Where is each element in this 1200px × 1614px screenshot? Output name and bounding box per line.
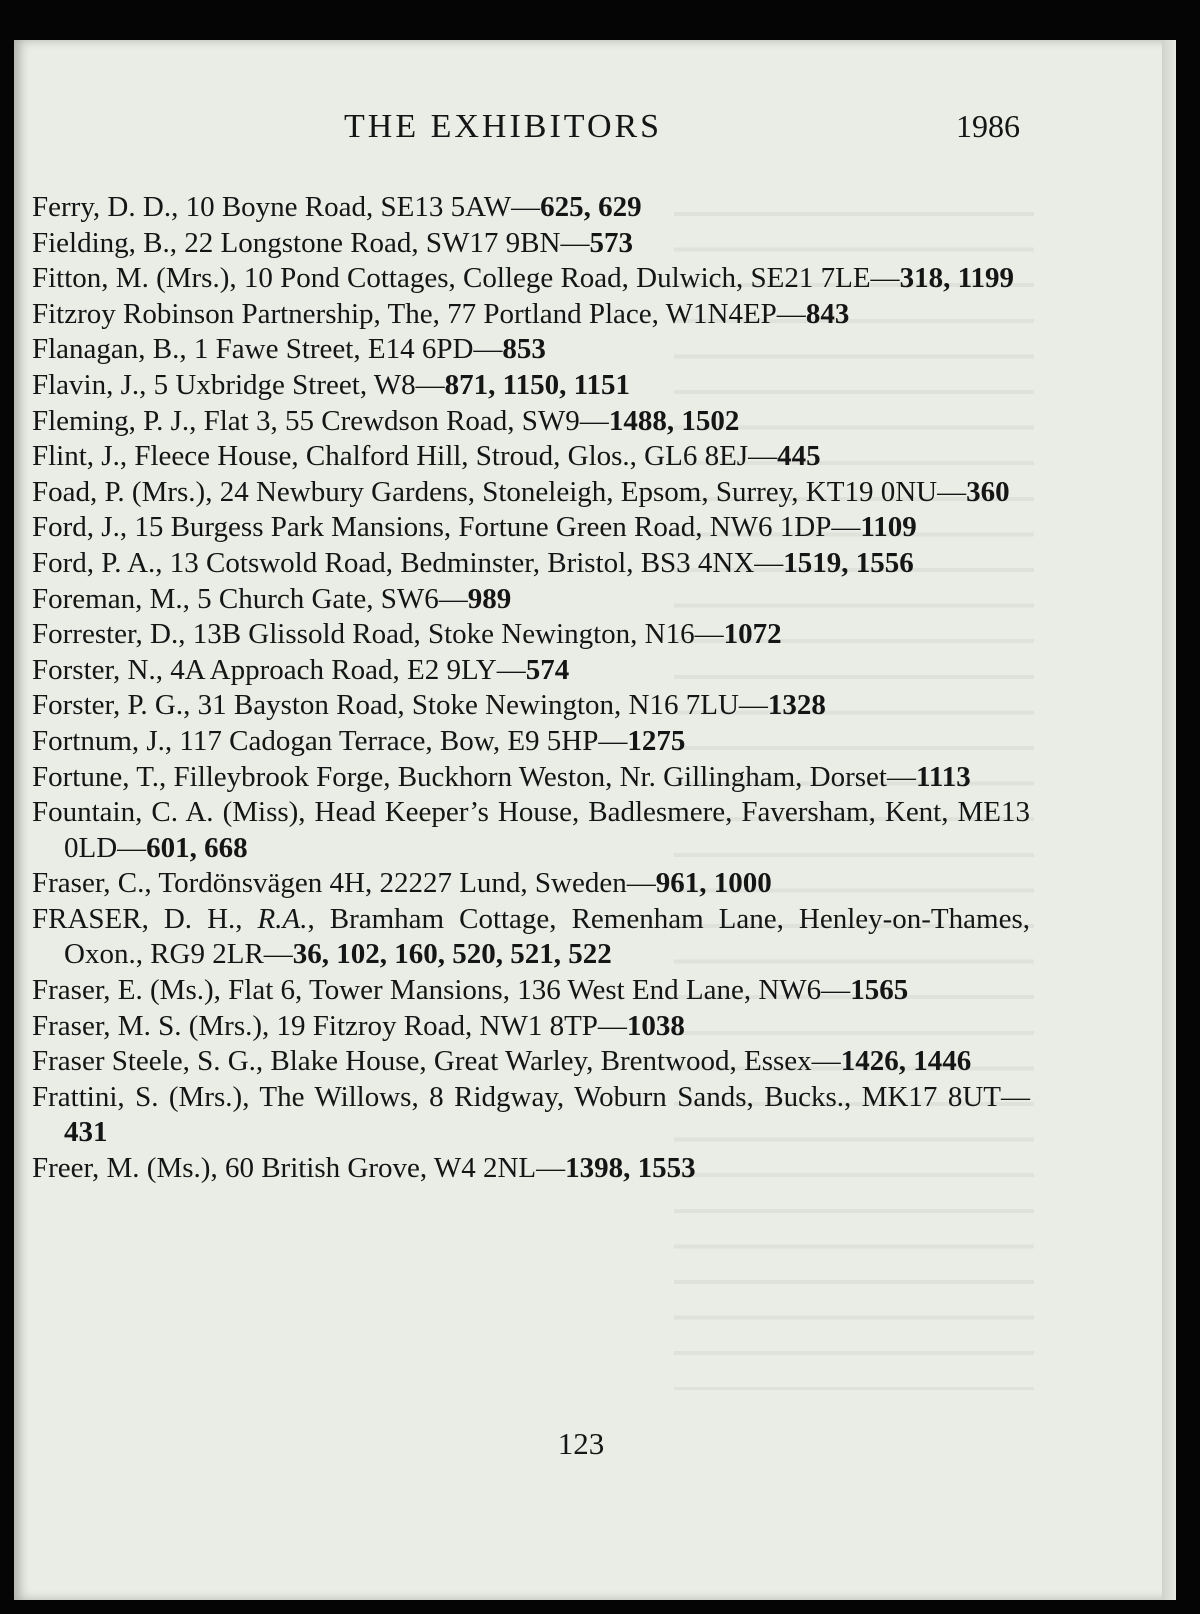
exhibitor-entry: Foad, P. (Mrs.), 24 Newbury Gardens, Stoneleigh, Epsom, Surrey, KT19 0NU—360: [32, 475, 1010, 508]
exhibitor-entry: Fortnum, J., 117 Cadogan Terrace, Bow, E9 5HP—1275: [32, 724, 686, 757]
exhibitor-entry: Forster, P. G., 31 Bayston Road, Stoke Newington, N16 7LU—1328: [32, 689, 826, 722]
exhibitor-entry: Flint, J., Fleece House, Chalford Hill, Stroud, Glos., GL6 8EJ—445: [32, 440, 821, 473]
exhibitor-entry: Forster, N., 4A Approach Road, E2 9LY—574: [32, 653, 570, 686]
page-edge: [1162, 40, 1176, 1600]
exhibitor-entry: Fitton, M. (Mrs.), 10 Pond Cottages, College Road, Dulwich, SE21 7LE—318, 1199: [32, 262, 1014, 295]
exhibitor-entry: Fraser Steele, S. G., Blake House, Great Warley, Brentwood, Essex—1426, 1446: [32, 1045, 972, 1078]
exhibitor-entry: Fraser, M. S. (Mrs.), 19 Fitzroy Road, NW1 8TP—1038: [32, 1009, 685, 1042]
exhibitor-entry: Ford, P. A., 13 Cotswold Road, Bedminster, Bristol, BS3 4NX—1519, 1556: [32, 546, 914, 579]
exhibitor-entry: Flanagan, B., 1 Fawe Street, E14 6PD—853: [32, 333, 546, 366]
exhibitor-entry: Fleming, P. J., Flat 3, 55 Crewdson Road, SW9—1488, 1502: [32, 404, 740, 437]
exhibitor-entry: Foreman, M., 5 Church Gate, SW6—989: [32, 582, 512, 615]
exhibitor-list: [32, 190, 1030, 1187]
exhibitor-entry: Fitzroy Robinson Partnership, The, 77 Portland Place, W1N4EP—843: [32, 297, 850, 330]
exhibitor-entry: Fraser, C., Tordönsvägen 4H, 22227 Lund, Sweden—961, 1000: [32, 867, 772, 900]
exhibitor-entry: FRASER, D. H., R.A., Bramham Cottage, Remenham Lane, Henley-on-Thames, Oxon., RG9 2LR—36, 102, 160, 520, 521, 522: [32, 902, 1030, 971]
exhibitor-entry: Flavin, J., 5 Uxbridge Street, W8—871, 1150, 1151: [32, 368, 630, 401]
exhibitor-entry: Freer, M. (Ms.), 60 British Grove, W4 2NL—1398, 1553: [32, 1152, 696, 1185]
page-number: 123: [557, 1426, 605, 1461]
year: 1986: [956, 108, 1020, 144]
running-title: THE EXHIBITORS: [344, 108, 663, 145]
exhibitor-entry: Fielding, B., 22 Longstone Road, SW17 9BN—573: [32, 226, 633, 259]
running-header: [14, 108, 1176, 148]
exhibitor-entry: Fountain, C. A. (Miss), Head Keeper’s House, Badlesmere, Faversham, Kent, ME13 0LD—601, 668: [32, 796, 1030, 864]
exhibitor-entry: Forrester, D., 13B Glissold Road, Stoke Newington, N16—1072: [32, 618, 782, 651]
exhibitor-entry: Fortune, T., Filleybrook Forge, Buckhorn Weston, Nr. Gillingham, Dorset—1113: [32, 760, 971, 793]
exhibitor-entry: Fraser, E. (Ms.), Flat 6, Tower Mansions, 136 West End Lane, NW6—1565: [32, 974, 909, 1007]
exhibitor-entry: Ferry, D. D., 10 Boyne Road, SE13 5AW—625, 629: [32, 191, 642, 223]
exhibitor-entry: Frattini, S. (Mrs.), The Willows, 8 Ridgway, Woburn Sands, Bucks., MK17 8UT—431: [32, 1080, 1030, 1149]
book-page: [14, 40, 1176, 1600]
exhibitor-entry: Ford, J., 15 Burgess Park Mansions, Fortune Green Road, NW6 1DP—1109: [32, 511, 917, 544]
